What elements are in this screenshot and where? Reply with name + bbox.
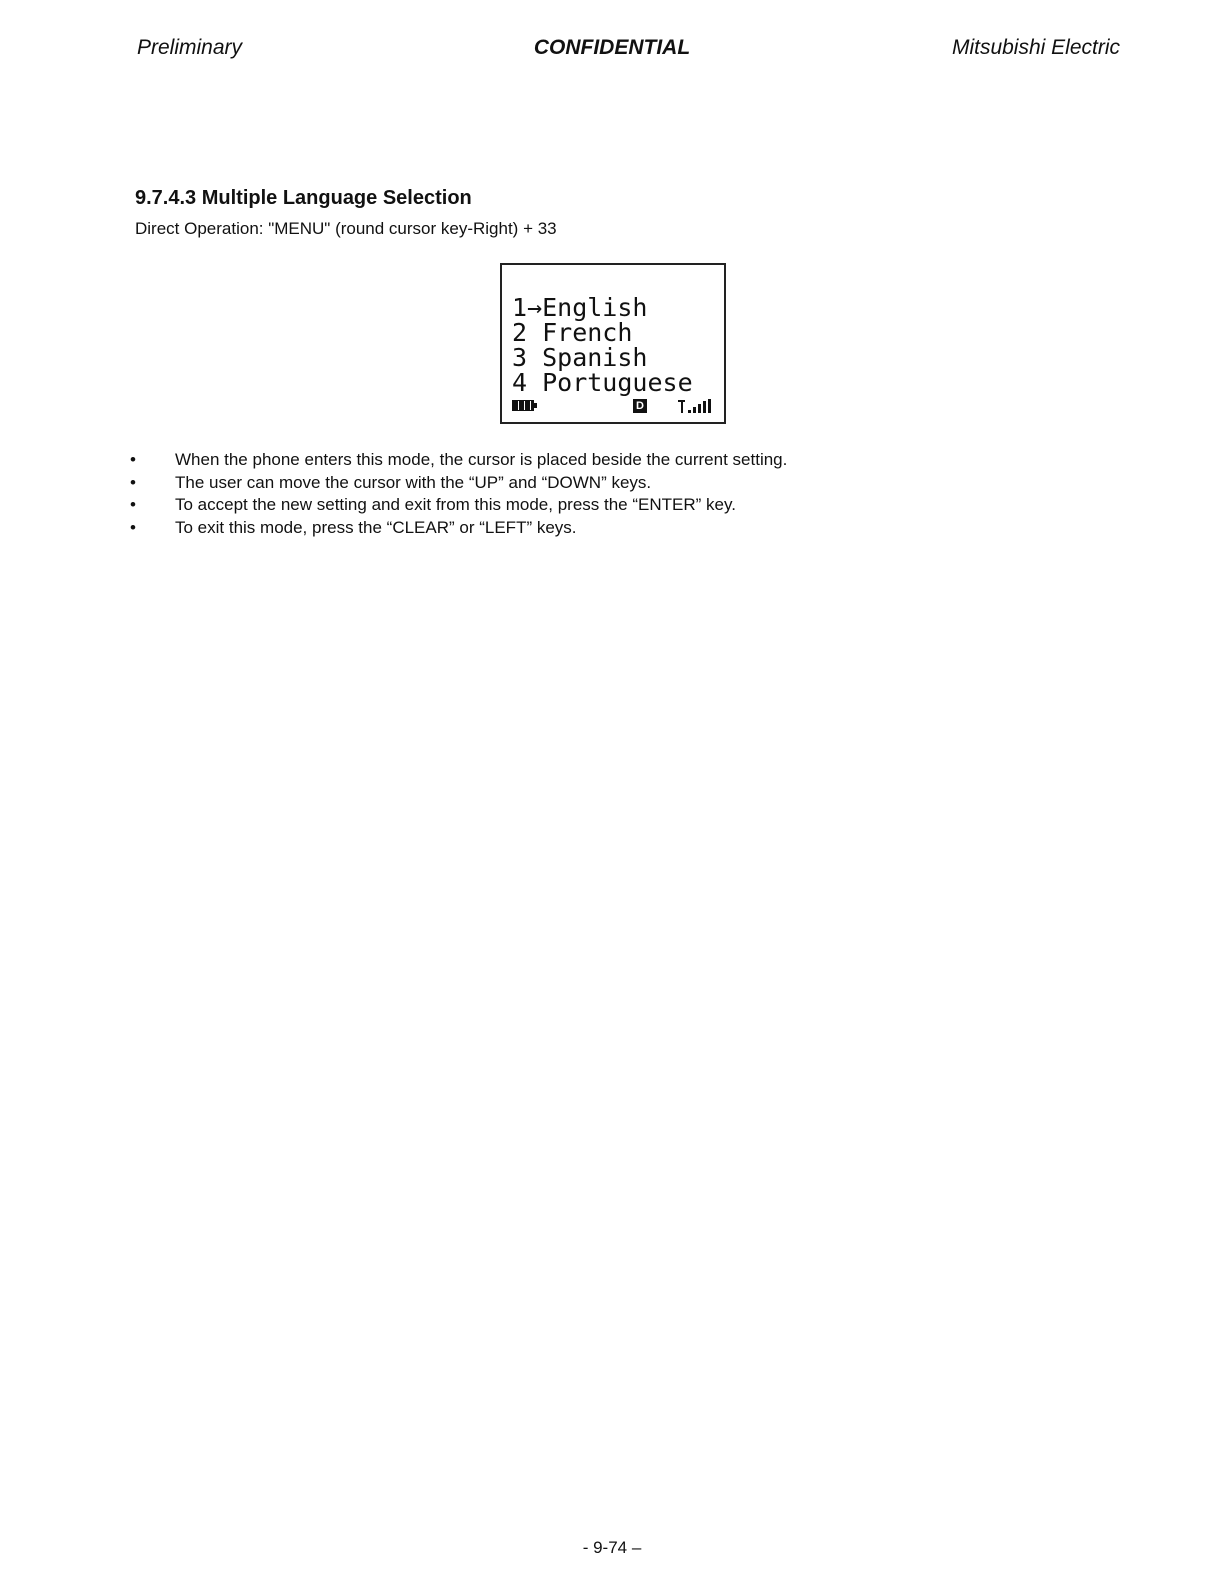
page-number: - 9-74 –: [582, 1538, 642, 1557]
lcd-menu-item-portuguese: 4 Portuguese: [512, 368, 693, 397]
digital-mode-icon: D: [633, 399, 647, 413]
signal-strength-icon: [678, 399, 712, 413]
bullet-icon: •: [130, 495, 136, 514]
bullet-icon: •: [130, 517, 136, 537]
bullet-list: [130, 449, 787, 539]
header-preliminary: Preliminary: [137, 36, 243, 59]
bullet-icon: •: [130, 472, 136, 492]
lcd-menu-item-french: 2 French: [512, 318, 633, 347]
direct-operation-text: Direct Operation: "MENU" (round cursor key-Right) + 33: [135, 219, 557, 238]
phone-lcd-screen: [500, 263, 726, 424]
list-item: [130, 517, 787, 540]
list-item: [130, 494, 787, 517]
header-confidential: CONFIDENTIAL: [533, 36, 691, 59]
header-company: Mitsubishi Electric: [951, 36, 1120, 59]
lcd-status-bar: [512, 399, 712, 413]
list-item: [130, 449, 787, 472]
list-item: [130, 472, 787, 495]
section-title: 9.7.4.3 Multiple Language Selection: [135, 187, 472, 209]
lcd-menu-list: [512, 295, 693, 395]
list-item-text: When the phone enters this mode, the cursor is placed beside the current setting.: [175, 450, 788, 469]
list-item-text: To exit this mode, press the “CLEAR” or “LEFT” keys.: [175, 517, 577, 537]
lcd-menu-item-english: 1→English: [512, 293, 648, 322]
list-item-text: The user can move the cursor with the “UP” and “DOWN” keys.: [175, 472, 652, 492]
bullet-icon: •: [130, 450, 136, 469]
battery-icon: [512, 400, 538, 411]
list-item-text: To accept the new setting and exit from this mode, press the “ENTER” key.: [175, 495, 736, 514]
lcd-menu-item-spanish: 3 Spanish: [512, 343, 648, 372]
